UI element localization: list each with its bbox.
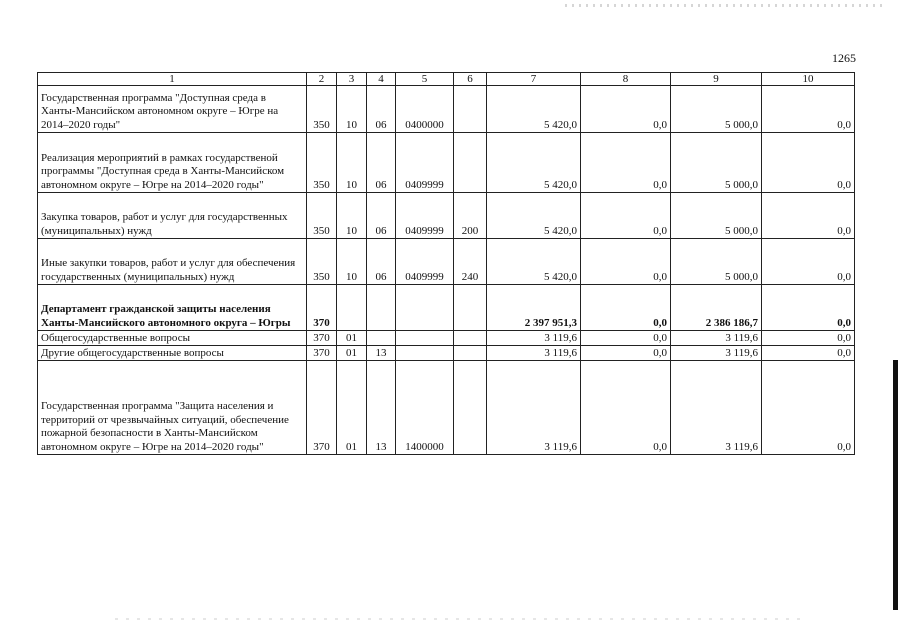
cell-value-8: 0,0 (581, 193, 671, 239)
cell-value-8: 0,0 (581, 133, 671, 193)
cell-code-4: 06 (367, 133, 396, 193)
cell-code-4: 13 (367, 346, 396, 361)
cell-code-6: 200 (454, 193, 487, 239)
cell-value-10: 0,0 (762, 86, 855, 133)
row-name: Иные закупки товаров, работ и услуг для обеспечения государственных (муниципальных) нужд (38, 239, 307, 285)
table-row (38, 361, 855, 455)
table-row (38, 331, 855, 346)
cell-code-2: 370 (307, 285, 337, 331)
cell-code-6 (454, 361, 487, 455)
cell-code-2: 350 (307, 239, 337, 285)
row-name: Общегосударственные вопросы (38, 331, 307, 346)
scan-artifact-top (565, 4, 887, 7)
cell-code-3: 10 (337, 193, 367, 239)
row-name: Другие общегосударственные вопросы (38, 346, 307, 361)
table-row (38, 133, 855, 193)
column-header: 10 (762, 73, 855, 86)
cell-value-8: 0,0 (581, 239, 671, 285)
cell-value-10: 0,0 (762, 361, 855, 455)
table-row (38, 346, 855, 361)
cell-value-7: 2 397 951,3 (487, 285, 581, 331)
cell-value-8: 0,0 (581, 86, 671, 133)
column-header: 4 (367, 73, 396, 86)
scan-edge-mark (893, 360, 898, 610)
cell-code-4 (367, 285, 396, 331)
cell-code-5: 1400000 (396, 361, 454, 455)
cell-code-2: 370 (307, 361, 337, 455)
cell-value-9: 3 119,6 (671, 346, 762, 361)
row-name: Реализация мероприятий в рамках государственой программы "Доступная среда в Ханты-Мансийском автономном округе – Югре на 2014–2020 годы" (38, 133, 307, 193)
cell-value-9: 5 000,0 (671, 133, 762, 193)
cell-code-4: 06 (367, 193, 396, 239)
cell-code-3: 10 (337, 86, 367, 133)
cell-code-3 (337, 285, 367, 331)
cell-value-8: 0,0 (581, 361, 671, 455)
cell-code-2: 370 (307, 331, 337, 346)
page-number: 1265 (832, 51, 856, 65)
cell-code-5: 0409999 (396, 239, 454, 285)
cell-code-5 (396, 346, 454, 361)
cell-code-4: 06 (367, 239, 396, 285)
cell-code-5: 0409999 (396, 133, 454, 193)
cell-code-3: 10 (337, 239, 367, 285)
cell-value-7: 3 119,6 (487, 331, 581, 346)
cell-value-10: 0,0 (762, 239, 855, 285)
table-header-row (38, 73, 855, 86)
cell-value-7: 5 420,0 (487, 239, 581, 285)
cell-value-7: 3 119,6 (487, 346, 581, 361)
cell-code-2: 370 (307, 346, 337, 361)
scan-artifact-bottom (115, 618, 805, 620)
column-header: 7 (487, 73, 581, 86)
cell-code-5 (396, 285, 454, 331)
cell-value-10: 0,0 (762, 193, 855, 239)
column-header: 5 (396, 73, 454, 86)
column-header: 9 (671, 73, 762, 86)
cell-code-3: 10 (337, 133, 367, 193)
table-row (38, 193, 855, 239)
cell-code-4 (367, 331, 396, 346)
cell-code-6 (454, 133, 487, 193)
cell-code-4: 06 (367, 86, 396, 133)
cell-code-5 (396, 331, 454, 346)
cell-value-8: 0,0 (581, 285, 671, 331)
column-header: 6 (454, 73, 487, 86)
cell-code-2: 350 (307, 86, 337, 133)
cell-code-3: 01 (337, 331, 367, 346)
cell-code-6 (454, 86, 487, 133)
cell-value-9: 3 119,6 (671, 361, 762, 455)
cell-value-9: 5 000,0 (671, 193, 762, 239)
row-name: Государственная программа "Защита населения и территорий от чрезвычайных ситуаций, обеспечение пожарной безопасности в Ханты-Мансийском автономном округе – Югре на 2014–2020 годы" (38, 361, 307, 455)
cell-code-2: 350 (307, 193, 337, 239)
cell-code-6 (454, 285, 487, 331)
cell-value-8: 0,0 (581, 346, 671, 361)
column-header: 3 (337, 73, 367, 86)
cell-value-10: 0,0 (762, 346, 855, 361)
cell-code-3: 01 (337, 346, 367, 361)
row-name: Департамент гражданской защиты населения Ханты-Мансийского автономного округа – Югры (38, 285, 307, 331)
cell-value-9: 5 000,0 (671, 239, 762, 285)
cell-code-6: 240 (454, 239, 487, 285)
cell-code-5: 0400000 (396, 86, 454, 133)
cell-value-8: 0,0 (581, 331, 671, 346)
cell-value-10: 0,0 (762, 133, 855, 193)
cell-value-10: 0,0 (762, 285, 855, 331)
cell-value-9: 5 000,0 (671, 86, 762, 133)
table-row (38, 239, 855, 285)
table-row (38, 285, 855, 331)
cell-value-7: 5 420,0 (487, 133, 581, 193)
cell-code-4: 13 (367, 361, 396, 455)
column-header: 1 (38, 73, 307, 86)
cell-value-9: 3 119,6 (671, 331, 762, 346)
cell-value-9: 2 386 186,7 (671, 285, 762, 331)
cell-code-3: 01 (337, 361, 367, 455)
column-header: 8 (581, 73, 671, 86)
cell-code-2: 350 (307, 133, 337, 193)
cell-code-5: 0409999 (396, 193, 454, 239)
cell-code-6 (454, 346, 487, 361)
budget-table (37, 72, 855, 455)
cell-value-7: 5 420,0 (487, 86, 581, 133)
table-row (38, 86, 855, 133)
row-name: Закупка товаров, работ и услуг для государственных (муниципальных) нужд (38, 193, 307, 239)
column-header: 2 (307, 73, 337, 86)
cell-value-10: 0,0 (762, 331, 855, 346)
row-name: Государственная программа "Доступная среда в Ханты-Мансийском автономном округе – Югре на 2014–2020 годы" (38, 86, 307, 133)
cell-value-7: 3 119,6 (487, 361, 581, 455)
cell-code-6 (454, 331, 487, 346)
cell-value-7: 5 420,0 (487, 193, 581, 239)
